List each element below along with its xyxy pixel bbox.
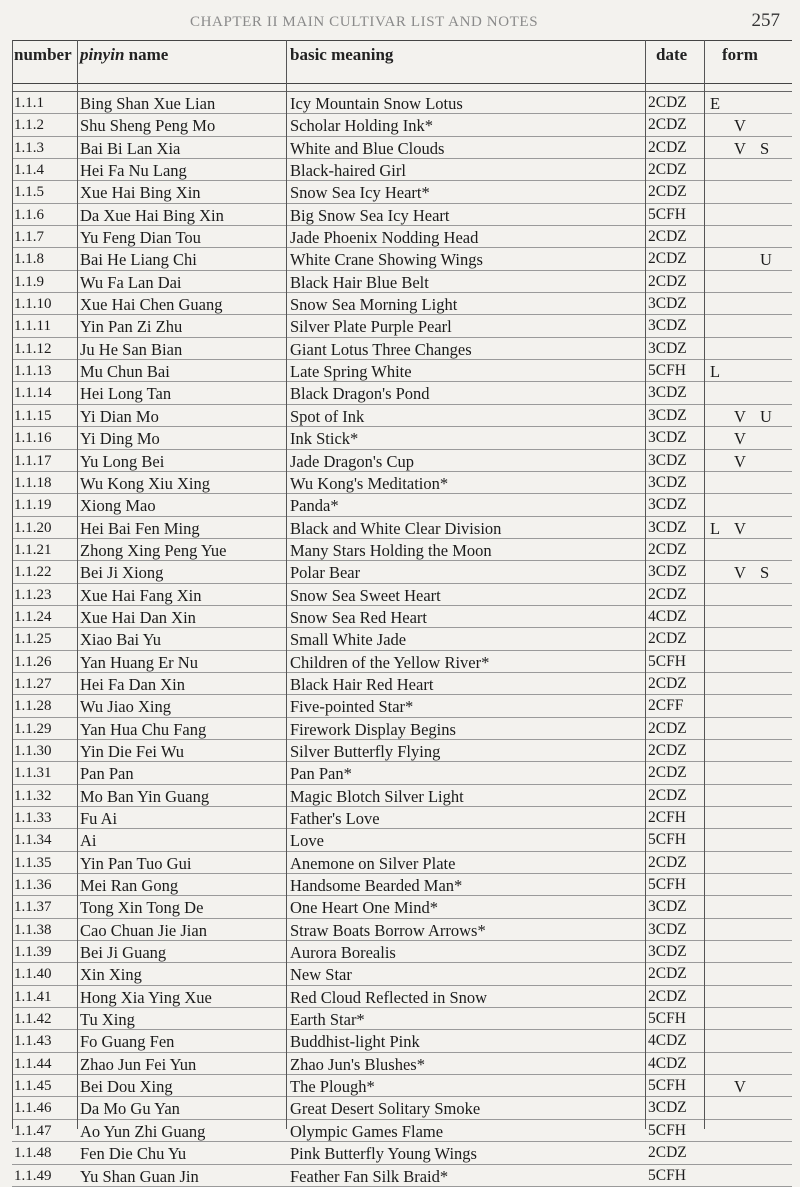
cell-basic-meaning: White and Blue Clouds [290,138,445,158]
cell-date: 2CDZ [648,786,687,804]
table-row [12,852,792,874]
cell-date: 2CDZ [648,741,687,759]
cell-number: 1.1.6 [14,206,44,223]
cell-basic-meaning: Father's Love [290,809,380,828]
cell-pinyin-name: Yu Feng Dian Tou [80,228,201,248]
cell-date: 3CDZ [648,295,687,313]
cell-basic-meaning: One Heart One Mind* [290,898,439,918]
table-row [12,1075,792,1097]
cell-form-2: V [734,138,746,158]
cell-pinyin-name: Pan Pan [80,764,134,784]
cell-basic-meaning: Children of the Yellow River* [290,652,490,672]
table-row [12,1030,792,1052]
cell-basic-meaning: Jade Dragon's Cup [290,451,414,471]
cell-number: 1.1.16 [14,430,52,447]
cell-number: 1.1.5 [14,184,44,201]
cell-basic-meaning: Wu Kong's Meditation* [290,473,449,493]
table-row [12,673,792,695]
cell-basic-meaning: Black Hair Blue Belt [290,272,429,292]
column-divider [12,40,13,1129]
cell-pinyin-name: Xue Hai Fang Xin [80,585,202,605]
cell-basic-meaning: Giant Lotus Three Changes [290,339,472,359]
table-row [12,494,792,516]
cultivar-table [12,40,792,1187]
cell-date: 2CDZ [648,161,687,179]
cell-number: 1.1.45 [14,1078,52,1095]
cell-number: 1.1.20 [14,519,52,536]
cell-pinyin-name: Hei Long Tan [80,384,172,404]
cell-date: 4CDZ [648,1054,687,1072]
cell-basic-meaning: Icy Mountain Snow Lotus [290,94,463,113]
cell-basic-meaning: Many Stars Holding the Moon [290,540,492,560]
table-row [12,941,792,963]
cell-pinyin-name: Bai He Liang Chi [80,250,197,270]
chapter-heading: CHAPTER II MAIN CULTIVAR LIST AND NOTES [190,14,539,30]
cell-basic-meaning: Scholar Holding Ink* [290,116,433,136]
page-number: 257 [751,10,780,31]
cell-date: 2CDZ [648,540,687,558]
cell-pinyin-name: Hei Fa Dan Xin [80,674,185,694]
cell-date: 2CDZ [648,674,687,692]
cell-number: 1.1.29 [14,720,52,737]
cell-date: 2CDZ [648,272,687,290]
table-row [12,472,792,494]
cell-basic-meaning: Black and White Clear Division [290,518,502,538]
cell-basic-meaning: Snow Sea Morning Light [290,295,458,315]
table-row [12,226,792,248]
table-row [12,92,792,114]
cell-date: 2CDZ [648,630,687,648]
cell-pinyin-name: Yu Long Bei [80,451,165,471]
cell-number: 1.1.40 [14,966,52,983]
table-row [12,1097,792,1119]
table-row [12,651,792,673]
cell-basic-meaning: Pan Pan* [290,764,352,784]
cell-number: 1.1.39 [14,944,52,961]
column-divider [286,40,287,1129]
cell-date: 3CDZ [648,518,687,536]
cell-pinyin-name: Bei Dou Xing [80,1077,173,1097]
cell-pinyin-name: Yin Die Fei Wu [80,741,184,761]
cell-date: 2CDZ [648,1144,687,1162]
cell-number: 1.1.26 [14,653,52,670]
cell-number: 1.1.12 [14,340,52,357]
table-row [12,114,792,136]
cell-basic-meaning: Black-haired Girl [290,161,406,181]
table-row [12,963,792,985]
table-row [12,1142,792,1164]
cell-pinyin-name: Ju He San Bian [80,339,183,359]
cell-date: 5CFH [648,831,686,849]
table-row [12,896,792,918]
cell-pinyin-name: Bing Shan Xue Lian [80,94,216,113]
cell-number: 1.1.10 [14,296,52,313]
header-form: form [722,45,758,64]
cell-number: 1.1.24 [14,608,52,625]
cell-date: 2CDZ [648,987,687,1005]
cell-date: 4CDZ [648,1032,687,1050]
cell-pinyin-name: Xiao Bai Yu [80,630,161,650]
table-row [12,137,792,159]
running-head [0,10,800,34]
table-row [12,293,792,315]
cell-pinyin-name: Yan Hua Chu Fang [80,719,207,739]
table-row [12,427,792,449]
cell-basic-meaning: Magic Blotch Silver Light [290,786,464,806]
cell-date: 2CDZ [648,585,687,603]
cell-basic-meaning: Small White Jade [290,630,407,650]
table-row [12,584,792,606]
cell-number: 1.1.35 [14,854,52,871]
cell-date: 2CFF [648,697,684,715]
cell-basic-meaning: Firework Display Begins [290,719,456,739]
cell-date: 3CDZ [648,1099,687,1117]
cell-date: 2CDZ [648,228,687,246]
cell-pinyin-name: Da Mo Gu Yan [80,1099,180,1119]
table-header [12,40,792,84]
table-row [12,315,792,337]
cell-pinyin-name: Zhong Xing Peng Yue [80,540,227,560]
cell-pinyin-name: Bei Ji Xiong [80,563,164,583]
cell-number: 1.1.22 [14,564,52,581]
cell-basic-meaning: Snow Sea Icy Heart* [290,183,430,203]
cell-number: 1.1.44 [14,1055,52,1072]
cell-date: 5CFH [648,876,686,894]
cell-number: 1.1.49 [14,1167,52,1184]
cell-basic-meaning: Feather Fan Silk Braid* [290,1166,449,1186]
cell-pinyin-name: Tu Xing [80,1010,135,1030]
cell-number: 1.1.38 [14,921,52,938]
table-row [12,1165,792,1187]
table-row [12,829,792,851]
cell-date: 2CDZ [648,250,687,268]
cell-number: 1.1.11 [14,318,51,335]
cell-date: 5CFH [648,362,686,380]
table-row [12,785,792,807]
cell-date: 3CDZ [648,451,687,469]
cell-number: 1.1.48 [14,1145,52,1162]
cell-pinyin-name: Yin Pan Zi Zhu [80,317,183,337]
cell-pinyin-name: Yi Dian Mo [80,406,159,426]
table-row [12,382,792,404]
cell-pinyin-name: Yan Huang Er Nu [80,652,198,672]
cell-pinyin-name: Wu Kong Xiu Xing [80,473,210,493]
cell-basic-meaning: Panda* [290,496,339,516]
cell-number: 1.1.17 [14,452,52,469]
cell-basic-meaning: Anemone on Silver Plate [290,853,456,873]
cell-date: 2CDZ [648,116,687,134]
cell-form-3: S [760,138,770,158]
cell-date: 2CDZ [648,138,687,156]
cell-pinyin-name: Fu Ai [80,809,118,828]
cell-pinyin-name: Wu Fa Lan Dai [80,272,182,292]
header-number: number [14,45,72,64]
table-row [12,181,792,203]
cell-number: 1.1.31 [14,765,52,782]
cell-number: 1.1.3 [14,139,44,156]
cell-basic-meaning: Buddhist-light Pink [290,1032,420,1052]
cell-pinyin-name: Mo Ban Yin Guang [80,786,210,806]
cell-date: 3CDZ [648,920,687,938]
cell-form-3: U [760,250,772,270]
cell-date: 5CFH [648,1121,686,1139]
cell-date: 5CFH [648,1166,686,1184]
cell-form-2: V [734,563,746,583]
table-row [12,338,792,360]
cell-pinyin-name: Xin Xing [80,965,142,985]
cell-number: 1.1.7 [14,229,44,246]
table-row [12,919,792,941]
cell-basic-meaning: Love [290,831,324,851]
cell-date: 2CFH [648,809,686,826]
cell-number: 1.1.42 [14,1011,52,1028]
cell-basic-meaning: Black Dragon's Pond [290,384,430,404]
table-row [12,1008,792,1030]
cell-basic-meaning: Late Spring White [290,362,412,382]
cell-date: 3CDZ [648,429,687,447]
table-row [12,986,792,1008]
cell-basic-meaning: Jade Phoenix Nodding Head [290,228,479,248]
table-row [12,1053,792,1075]
cell-form-2: V [734,518,746,538]
table-row [12,628,792,650]
cell-pinyin-name: Xue Hai Bing Xin [80,183,201,203]
cell-basic-meaning: Five-pointed Star* [290,697,414,717]
table-row [12,762,792,784]
cell-number: 1.1.32 [14,787,52,804]
header-pinyin-name [80,45,168,65]
cell-pinyin-name: Wu Jiao Xing [80,697,171,717]
cell-number: 1.1.21 [14,541,52,558]
cell-number: 1.1.23 [14,586,52,603]
cell-date: 5CFH [648,652,686,670]
cell-number: 1.1.46 [14,1100,52,1117]
table-row [12,204,792,226]
cell-date: 5CFH [648,205,686,223]
cell-number: 1.1.14 [14,385,52,402]
cell-basic-meaning: Black Hair Red Heart [290,674,434,694]
cell-date: 3CDZ [648,898,687,916]
cell-number: 1.1.47 [14,1122,52,1139]
cell-basic-meaning: Spot of Ink [290,406,365,426]
cell-date: 2CDZ [648,853,687,871]
header-basic-meaning: basic meaning [290,45,394,64]
cell-pinyin-name: Yu Shan Guan Jin [80,1166,199,1186]
cell-pinyin-name: Cao Chuan Jie Jian [80,920,207,940]
cell-form-2: V [734,116,746,136]
table-row [12,248,792,270]
cell-date: 3CDZ [648,384,687,402]
cell-pinyin-name: Ai [80,831,97,851]
cell-basic-meaning: White Crane Showing Wings [290,250,483,270]
cell-date: 2CDZ [648,764,687,782]
cell-number: 1.1.15 [14,407,52,424]
header-pinyin-italic: pinyin [80,45,125,64]
table-row [12,606,792,628]
cell-pinyin-name: Bai Bi Lan Xia [80,138,181,158]
cell-pinyin-name: Da Xue Hai Bing Xin [80,205,224,225]
table-row [12,517,792,539]
cell-form-1: L [710,518,721,538]
cell-date: 2CDZ [648,94,687,111]
cell-pinyin-name: Xiong Mao [80,496,156,516]
cell-basic-meaning: New Star [290,965,352,985]
cell-date: 5CFH [648,1077,686,1095]
cell-number: 1.1.30 [14,742,52,759]
column-divider [645,40,646,1129]
cell-date: 3CDZ [648,473,687,491]
cell-form-3: U [760,406,772,426]
table-row [12,271,792,293]
cell-form-2: V [734,406,746,426]
table-row [12,874,792,896]
cell-basic-meaning: Red Cloud Reflected in Snow [290,987,488,1007]
header-pinyin-rest: name [124,45,169,64]
table-body [12,92,792,1187]
cell-basic-meaning: Great Desert Solitary Smoke [290,1099,481,1119]
table-row [12,807,792,829]
cell-pinyin-name: Hong Xia Ying Xue [80,987,212,1007]
cell-date: 2CDZ [648,965,687,983]
cell-number: 1.1.1 [14,95,44,111]
cell-number: 1.1.27 [14,675,52,692]
cell-basic-meaning: Olympic Games Flame [290,1121,444,1141]
cell-number: 1.1.8 [14,251,44,268]
cell-number: 1.1.28 [14,698,52,715]
cell-basic-meaning: Aurora Borealis [290,943,396,963]
cell-date: 3CDZ [648,406,687,424]
cell-pinyin-name: Mu Chun Bai [80,362,170,382]
cell-pinyin-name: Fo Guang Fen [80,1032,175,1052]
cell-pinyin-name: Hei Fa Nu Lang [80,161,187,181]
cell-date: 3CDZ [648,317,687,335]
cell-number: 1.1.41 [14,988,52,1005]
column-divider [704,40,705,1129]
cell-number: 1.1.9 [14,273,44,290]
cell-date: 3CDZ [648,943,687,961]
cell-date: 4CDZ [648,607,687,625]
table-row [12,450,792,472]
cell-form-2: V [734,451,746,471]
cell-number: 1.1.43 [14,1033,52,1050]
cell-number: 1.1.4 [14,162,44,179]
table-row [12,405,792,427]
cell-form-1: E [710,94,721,113]
cell-basic-meaning: The Plough* [290,1077,375,1097]
cell-form-2: V [734,1077,746,1097]
table-row [12,360,792,382]
cell-number: 1.1.2 [14,117,44,134]
cell-form-3: S [760,563,770,583]
cell-date: 3CDZ [648,563,687,581]
column-divider [77,40,78,1129]
cell-form-1: L [710,362,721,382]
cell-number: 1.1.18 [14,474,52,491]
cell-pinyin-name: Fen Die Chu Yu [80,1144,187,1164]
cell-basic-meaning: Pink Butterfly Young Wings [290,1144,477,1164]
header-spacer [12,84,792,92]
cell-date: 3CDZ [648,339,687,357]
cell-date: 2CDZ [648,183,687,201]
cell-pinyin-name: Mei Ran Gong [80,876,179,896]
cell-basic-meaning: Earth Star* [290,1010,365,1030]
cell-number: 1.1.19 [14,497,52,514]
cell-basic-meaning: Big Snow Sea Icy Heart [290,205,450,225]
table-row [12,718,792,740]
table-row [12,539,792,561]
table-row [12,740,792,762]
cell-number: 1.1.25 [14,631,52,648]
cell-pinyin-name: Zhao Jun Fei Yun [80,1054,197,1074]
cell-date: 5CFH [648,1010,686,1028]
cell-pinyin-name: Yi Ding Mo [80,429,160,449]
table-row [12,695,792,717]
cell-pinyin-name: Yin Pan Tuo Gui [80,853,192,873]
cell-number: 1.1.13 [14,363,52,380]
cell-basic-meaning: Silver Plate Purple Pearl [290,317,452,337]
cell-basic-meaning: Zhao Jun's Blushes* [290,1054,425,1074]
cell-basic-meaning: Straw Boats Borrow Arrows* [290,920,486,940]
header-date: date [656,45,688,64]
cell-number: 1.1.37 [14,899,52,916]
cell-pinyin-name: Shu Sheng Peng Mo [80,116,216,136]
cell-number: 1.1.36 [14,877,52,894]
cell-basic-meaning: Polar Bear [290,563,361,583]
cell-form-2: V [734,429,746,449]
cell-pinyin-name: Ao Yun Zhi Guang [80,1121,206,1141]
cell-pinyin-name: Hei Bai Fen Ming [80,518,200,538]
cell-pinyin-name: Tong Xin Tong De [80,898,204,918]
cell-basic-meaning: Ink Stick* [290,429,359,449]
table-row [12,1120,792,1142]
cell-basic-meaning: Silver Butterfly Flying [290,741,441,761]
cell-basic-meaning: Snow Sea Red Heart [290,607,428,627]
cell-basic-meaning: Snow Sea Sweet Heart [290,585,441,605]
cell-date: 2CDZ [648,719,687,737]
cell-pinyin-name: Bei Ji Guang [80,943,167,963]
cell-number: 1.1.33 [14,810,52,826]
cell-pinyin-name: Xue Hai Dan Xin [80,607,196,627]
cell-basic-meaning: Handsome Bearded Man* [290,876,463,896]
cell-date: 3CDZ [648,496,687,514]
table-row [12,561,792,583]
cell-number: 1.1.34 [14,832,52,849]
table-row [12,159,792,181]
cell-pinyin-name: Xue Hai Chen Guang [80,295,223,315]
